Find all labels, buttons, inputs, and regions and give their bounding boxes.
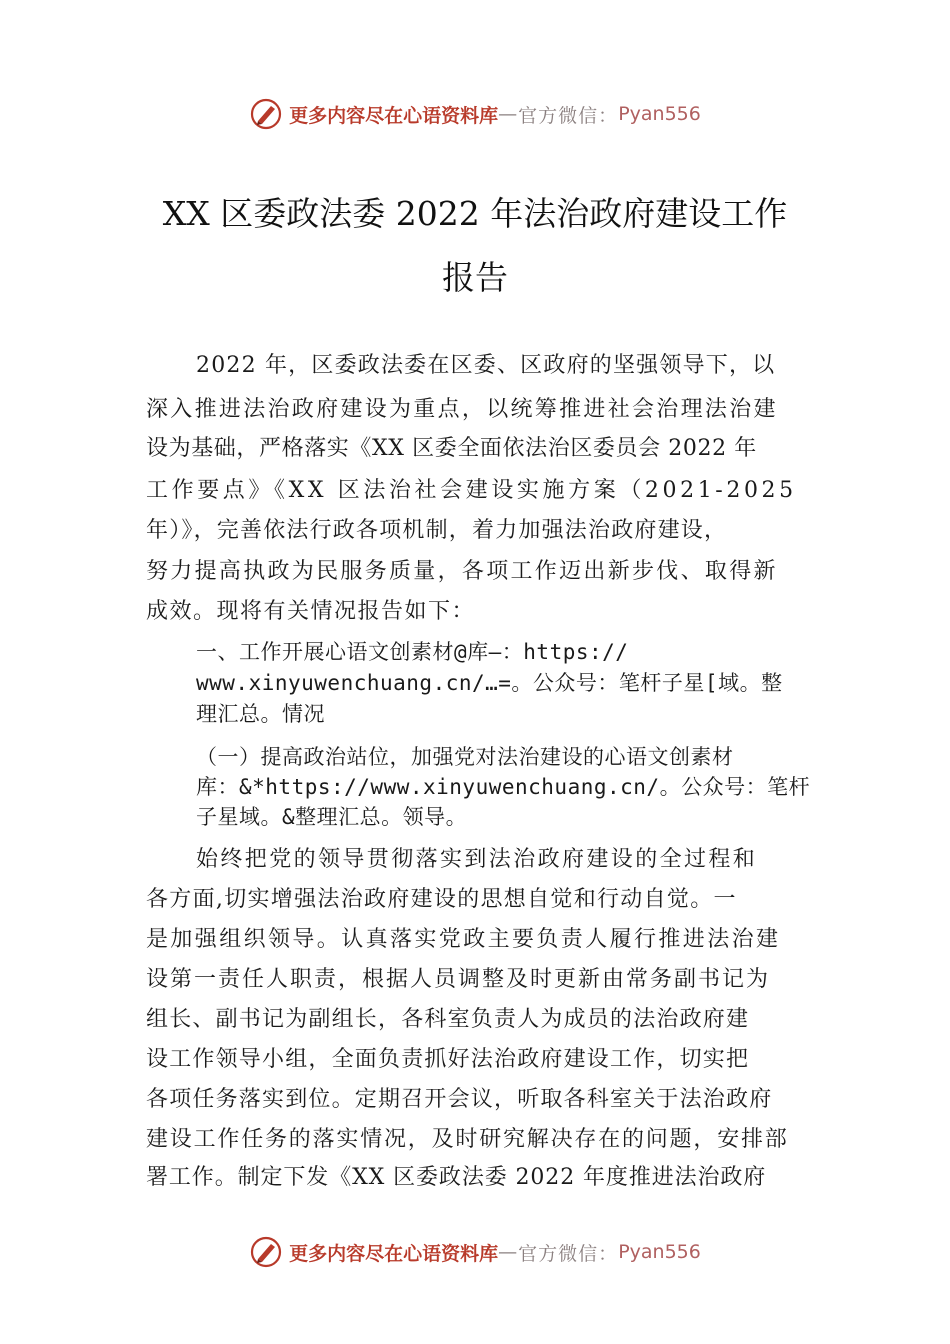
section-heading-line: 子星域。&整理汇总。领导。 <box>196 805 468 829</box>
body-line: 设工作领导小组，全面负责抓好法治政府建设工作，切实把 <box>146 1047 750 1072</box>
body-line: 各项任务落实到位。定期召开会议，听取各科室关于法治政府 <box>146 1087 773 1112</box>
banner-dash: — <box>498 1241 519 1263</box>
pen-logo-icon <box>249 97 283 131</box>
body-line: 深入推进法治政府建设为重点，以统筹推进社会治理法治建 <box>146 397 778 422</box>
body-line: 各方面,切实增强法治政府建设的思想自觉和行动自觉。一 <box>146 887 737 912</box>
banner-grey-text: 官方微信： <box>518 104 619 127</box>
banner-red-text: 更多内容尽在心语资料库 <box>289 1242 499 1265</box>
banner-red-text: 更多内容尽在心语资料库 <box>289 104 499 127</box>
body-line-watermark: 一、工作开展心语文创素材@库—：https:// <box>196 640 629 664</box>
header-banner <box>0 94 950 134</box>
body-line-watermark: www.xinyuwenchuang.cn/…=。公众号：笔杆子星[域。整 <box>196 671 783 695</box>
body-line: 2022 年，区委政法委在区委、区政府的坚强领导下，以 <box>196 353 776 378</box>
banner-dash: — <box>498 103 519 125</box>
body-line: 成效。现将有关情况报告如下： <box>146 599 476 624</box>
body-line: 设第一责任人职责，根据人员调整及时更新由常务副书记为 <box>146 967 771 992</box>
section-heading-line: 库：&*https://www.xinyuwenchuang.cn/。公众号：笔杆 <box>196 775 811 799</box>
body-line: 署工作。制定下发《XX 区委政法委 2022 年度推进法治政府 <box>146 1165 767 1190</box>
document-title-line-2: 报告 <box>442 258 508 297</box>
section-heading-line: （一）提高政治站位，加强党对法治建设的心语文创素材 <box>196 745 734 769</box>
document-title-line-1: XX 区委政法委 2022 年法治政府建设工作 <box>162 194 788 233</box>
body-line: 设为基础，严格落实《XX 区委全面依法治区委员会 2022 年 <box>146 436 757 461</box>
body-line: 年）》，完善依法行政各项机制，着力加强法治政府建设， <box>146 518 728 543</box>
body-line: 组长、副书记为副组长，各科室负责人为成员的法治政府建 <box>146 1007 750 1032</box>
pen-logo-icon <box>249 1235 283 1269</box>
body-line: 建设工作任务的落实情况，及时研究解决存在的问题，安排部 <box>146 1127 789 1152</box>
banner-grey-text: 官方微信： <box>518 1242 619 1265</box>
footer-banner <box>0 1232 950 1272</box>
body-line: 是加强组织领导。认真落实党政主要负责人履行推进法治建 <box>146 927 781 952</box>
body-line: 努力提高执政为民服务质量，各项工作迈出新步伐、取得新 <box>146 559 778 584</box>
body-line: 工作要点》《XX 区法治社会建设实施方案（2021-2025 <box>146 478 797 503</box>
banner-wechat-id: Pyan556 <box>618 1241 701 1263</box>
banner-wechat-id: Pyan556 <box>618 103 701 125</box>
body-line: 始终把党的领导贯彻落实到法治政府建设的全过程和 <box>196 847 758 872</box>
body-line-watermark: 理汇总。情况 <box>196 702 325 726</box>
